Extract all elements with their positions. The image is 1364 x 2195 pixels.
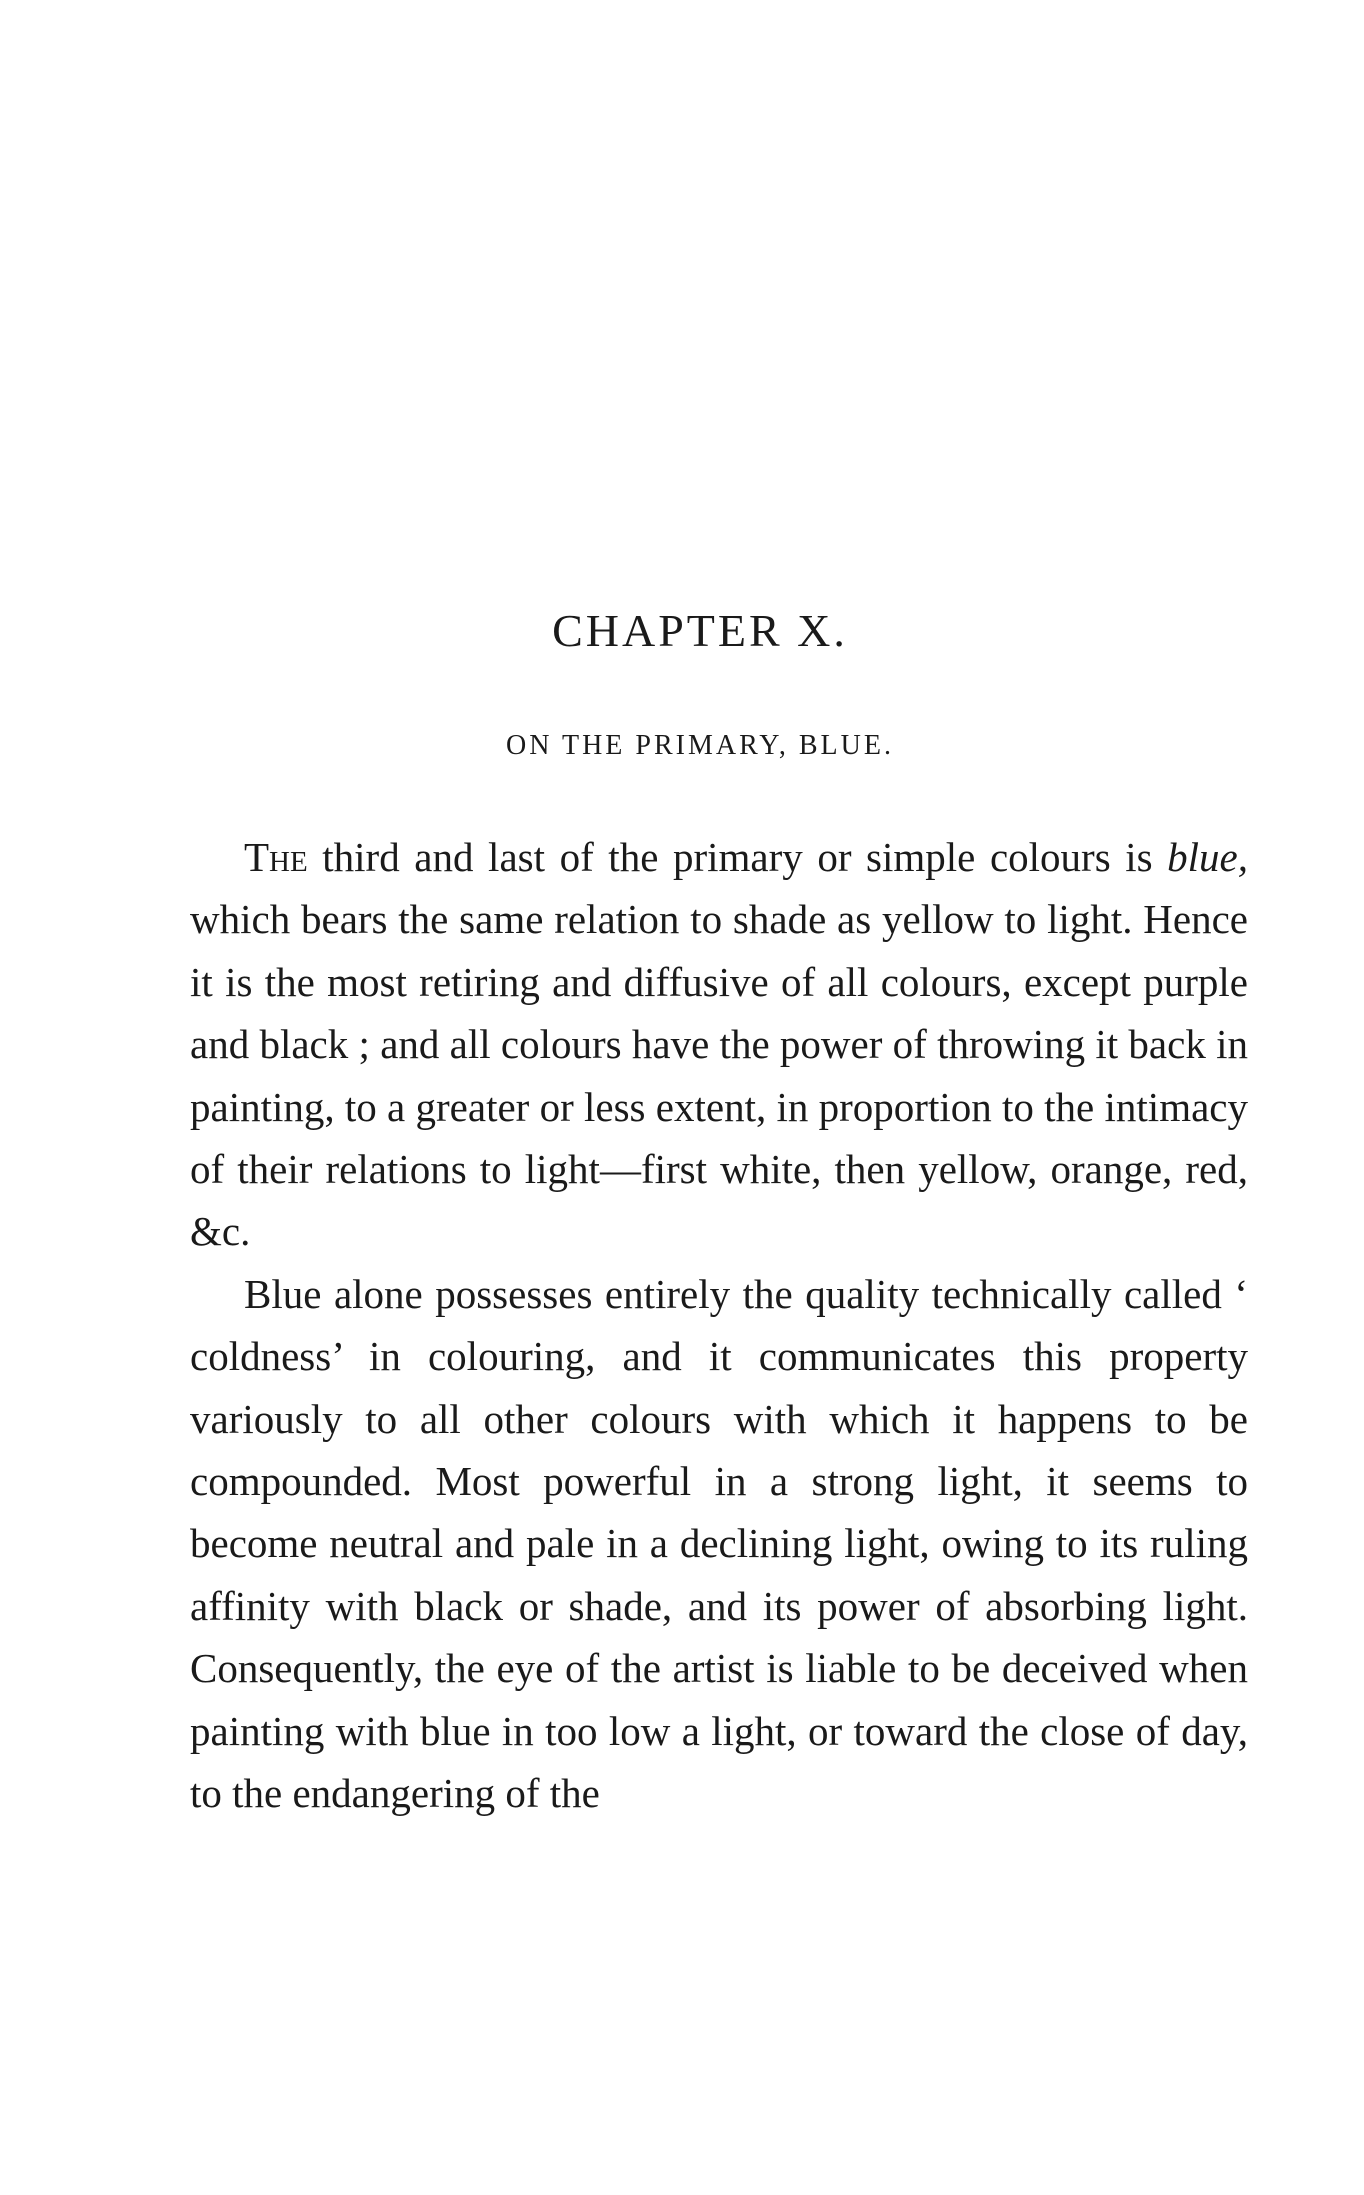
chapter-title: CHAPTER X. xyxy=(552,605,848,656)
body-text xyxy=(190,826,1248,1825)
paragraph-lead-word: The xyxy=(244,834,308,880)
section-title: ON THE PRIMARY, BLUE. xyxy=(506,730,894,761)
paragraph-1 xyxy=(190,826,1248,1263)
paragraph-1-text-end: which bears the same relation to shade as yellow to light. Hence it is the most retiring and diffusive of all colours, except purple and black ; and all colours have the power of throwing it back in painting, to a greater or less extent, in proportion to the intimacy of their relations to light—first white, then yellow, orange, red, &c. xyxy=(190,896,1248,1255)
italic-term: blue, xyxy=(1167,834,1248,880)
paragraph-1-text-start: third and last of the primary or simple colours is xyxy=(307,834,1168,880)
paragraph-2: Blue alone possesses entirely the quality technically called ‘ coldness’ in colouring, and it communicates this property variously to all other colours with which it happens to be compounded. Most powerful in a strong light, it seems to become neutral and pale in a declining light, owing to its ruling affinity with black or shade, and its power of absorbing light. Consequently, the eye of the artist is liable to be deceived when painting with blue in too low a light, or toward the close of day, to the endangering of the xyxy=(190,1270,1248,1817)
